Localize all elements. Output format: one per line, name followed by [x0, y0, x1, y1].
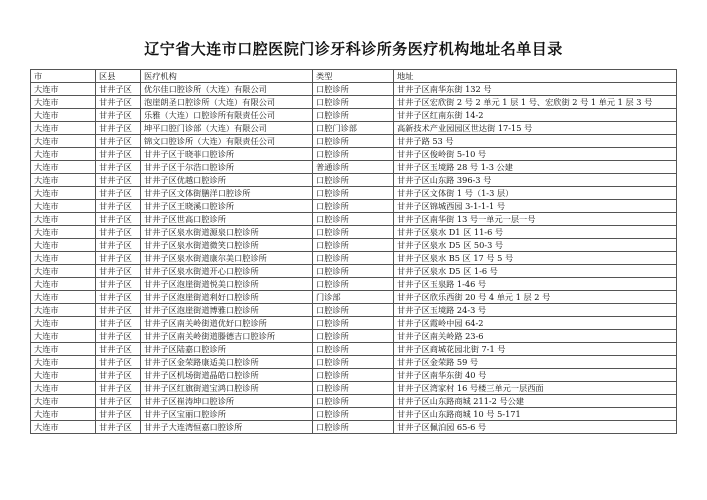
- clinic-directory-table: [30, 69, 677, 434]
- cell-city: 大连市: [31, 239, 96, 252]
- table-row: [31, 330, 677, 343]
- cell-address: 甘井子区南关岭路 23-6: [394, 330, 677, 343]
- cell-address: 甘井子路 53 号: [394, 135, 677, 148]
- table-row: [31, 174, 677, 187]
- table-row: [31, 317, 677, 330]
- cell-institution: 甘井子区红旗街道宝鸿口腔诊所: [141, 382, 313, 395]
- cell-address: 甘井子区霞岭中园 64-2: [394, 317, 677, 330]
- table-row: [31, 408, 677, 421]
- cell-type: 口腔诊所: [313, 278, 394, 291]
- cell-type: 口腔诊所: [313, 226, 394, 239]
- cell-type: 普通诊所: [313, 161, 394, 174]
- cell-city: 大连市: [31, 265, 96, 278]
- table-row: [31, 109, 677, 122]
- cell-type: 口腔诊所: [313, 213, 394, 226]
- cell-district: 甘井子区: [96, 148, 141, 161]
- cell-institution: 甘井子区于尔浩口腔诊所: [141, 161, 313, 174]
- cell-type: 口腔诊所: [313, 343, 394, 356]
- cell-address: 甘井子区泉水 D5 区 1-6 号: [394, 265, 677, 278]
- cell-address: 甘井子区宏欣街 2 号 2 单元 1 层 1 号、宏欣街 2 号 1 单元 1 层 3 号: [394, 96, 677, 109]
- cell-address: 甘井子区南华东街 40 号: [394, 369, 677, 382]
- cell-institution: 泡崖朗圣口腔诊所（大连）有限公司: [141, 96, 313, 109]
- cell-address: 高新技术产业园园区世达街 17-15 号: [394, 122, 677, 135]
- cell-institution: 坤平口腔门诊部（大连）有限公司: [141, 122, 313, 135]
- cell-type: 口腔诊所: [313, 369, 394, 382]
- cell-institution: 乐雅（大连）口腔诊所有限责任公司: [141, 109, 313, 122]
- header-type: 类型: [313, 70, 394, 83]
- cell-institution: 甘井子区机场街道晶皓口腔诊所: [141, 369, 313, 382]
- cell-district: 甘井子区: [96, 278, 141, 291]
- cell-address: 甘井子区山东路商城 211-2 号公建: [394, 395, 677, 408]
- cell-address: 甘井子区泉水 B5 区 17 号 5 号: [394, 252, 677, 265]
- cell-district: 甘井子区: [96, 395, 141, 408]
- cell-type: 口腔诊所: [313, 356, 394, 369]
- table-row: [31, 278, 677, 291]
- cell-district: 甘井子区: [96, 408, 141, 421]
- table-header-row: [31, 70, 677, 83]
- cell-institution: 甘井子大连湾恒嘉口腔诊所: [141, 421, 313, 434]
- cell-type: 口腔诊所: [313, 187, 394, 200]
- cell-district: 甘井子区: [96, 252, 141, 265]
- cell-address: 甘井子区山东路 396-3 号: [394, 174, 677, 187]
- header-city: 市: [31, 70, 96, 83]
- table-row: [31, 291, 677, 304]
- cell-district: 甘井子区: [96, 174, 141, 187]
- cell-district: 甘井子区: [96, 161, 141, 174]
- cell-address: 甘井子区俊岭街 5-10 号: [394, 148, 677, 161]
- cell-type: 口腔诊所: [313, 265, 394, 278]
- cell-type: 口腔诊所: [313, 317, 394, 330]
- cell-city: 大连市: [31, 122, 96, 135]
- cell-city: 大连市: [31, 304, 96, 317]
- table-row: [31, 252, 677, 265]
- cell-district: 甘井子区: [96, 330, 141, 343]
- cell-city: 大连市: [31, 382, 96, 395]
- cell-institution: 甘井子区泉水街道微笑口腔诊所: [141, 239, 313, 252]
- cell-address: 甘井子区红南东街 14-2: [394, 109, 677, 122]
- cell-city: 大连市: [31, 174, 96, 187]
- table-row: [31, 395, 677, 408]
- header-district: 区县: [96, 70, 141, 83]
- cell-address: 甘井子区泉水 D5 区 50-3 号: [394, 239, 677, 252]
- cell-institution: 甘井子区文体街膳洋口腔诊所: [141, 187, 313, 200]
- cell-address: 甘井子区南华街 13 号一单元一层一号: [394, 213, 677, 226]
- cell-type: 口腔诊所: [313, 200, 394, 213]
- table-row: [31, 135, 677, 148]
- cell-district: 甘井子区: [96, 200, 141, 213]
- table-row: [31, 369, 677, 382]
- cell-city: 大连市: [31, 395, 96, 408]
- cell-district: 甘井子区: [96, 122, 141, 135]
- cell-type: 口腔诊所: [313, 421, 394, 434]
- cell-address: 甘井子区欣乐西街 20 号 4 单元 1 层 2 号: [394, 291, 677, 304]
- cell-city: 大连市: [31, 330, 96, 343]
- cell-institution: 甘井子区泡崖街道悦美口腔诊所: [141, 278, 313, 291]
- cell-institution: 甘井子区崔涛坤口腔诊所: [141, 395, 313, 408]
- document-title: 辽宁省大连市口腔医院门诊牙科诊所务医疗机构地址名单目录: [144, 40, 563, 58]
- cell-institution: 甘井子区金荣路康适美口腔诊所: [141, 356, 313, 369]
- cell-district: 甘井子区: [96, 343, 141, 356]
- cell-institution: 优尔佳口腔诊所（大连）有限公司: [141, 83, 313, 96]
- cell-city: 大连市: [31, 408, 96, 421]
- cell-institution: 甘井子区南关岭街道滕德吉口腔诊所: [141, 330, 313, 343]
- cell-city: 大连市: [31, 356, 96, 369]
- table-row: [31, 421, 677, 434]
- cell-type: 口腔诊所: [313, 109, 394, 122]
- cell-address: 甘井子区佩泊园 65-6 号: [394, 421, 677, 434]
- cell-type: 口腔诊所: [313, 382, 394, 395]
- table-row: [31, 226, 677, 239]
- table-row: [31, 83, 677, 96]
- cell-district: 甘井子区: [96, 291, 141, 304]
- cell-city: 大连市: [31, 200, 96, 213]
- table-row: [31, 213, 677, 226]
- table-row: [31, 265, 677, 278]
- cell-district: 甘井子区: [96, 213, 141, 226]
- cell-institution: 甘井子区泉水街道源泉口腔诊所: [141, 226, 313, 239]
- cell-city: 大连市: [31, 252, 96, 265]
- cell-address: 甘井子区玉泉路 1-46 号: [394, 278, 677, 291]
- cell-type: 口腔诊所: [313, 408, 394, 421]
- table-row: [31, 239, 677, 252]
- header-institution: 医疗机构: [141, 70, 313, 83]
- cell-city: 大连市: [31, 135, 96, 148]
- table-row: [31, 200, 677, 213]
- cell-type: 口腔门诊部: [313, 122, 394, 135]
- table-row: [31, 161, 677, 174]
- table-row: [31, 382, 677, 395]
- cell-city: 大连市: [31, 148, 96, 161]
- cell-address: 甘井子区玉境路 28 号 1-3 公建: [394, 161, 677, 174]
- cell-institution: 甘井子区世高口腔诊所: [141, 213, 313, 226]
- cell-city: 大连市: [31, 83, 96, 96]
- cell-address: 甘井子区文体街 1 号（1-3 层）: [394, 187, 677, 200]
- cell-address: 甘井子区山东路商城 10 号 5-171: [394, 408, 677, 421]
- cell-address: 甘井子区泉水 D1 区 11-6 号: [394, 226, 677, 239]
- cell-institution: 甘井子区陆嘉口腔诊所: [141, 343, 313, 356]
- cell-address: 甘井子区锦城西园 3-1-1-1 号: [394, 200, 677, 213]
- table-row: [31, 122, 677, 135]
- cell-district: 甘井子区: [96, 369, 141, 382]
- cell-district: 甘井子区: [96, 239, 141, 252]
- cell-city: 大连市: [31, 213, 96, 226]
- cell-address: 甘井子区南华东街 132 号: [394, 83, 677, 96]
- cell-city: 大连市: [31, 187, 96, 200]
- table-row: [31, 187, 677, 200]
- cell-address: 甘井子区金荣路 59 号: [394, 356, 677, 369]
- cell-institution: 甘井子区王晓溪口腔诊所: [141, 200, 313, 213]
- cell-institution: 锦文口腔诊所（大连）有限责任公司: [141, 135, 313, 148]
- table-row: [31, 356, 677, 369]
- cell-type: 口腔诊所: [313, 135, 394, 148]
- cell-district: 甘井子区: [96, 265, 141, 278]
- cell-city: 大连市: [31, 291, 96, 304]
- cell-district: 甘井子区: [96, 135, 141, 148]
- cell-city: 大连市: [31, 278, 96, 291]
- cell-city: 大连市: [31, 109, 96, 122]
- cell-city: 大连市: [31, 421, 96, 434]
- cell-district: 甘井子区: [96, 304, 141, 317]
- cell-city: 大连市: [31, 343, 96, 356]
- cell-type: 口腔诊所: [313, 96, 394, 109]
- cell-type: 口腔诊所: [313, 252, 394, 265]
- cell-institution: 甘井子区南关岭街道优好口腔诊所: [141, 317, 313, 330]
- cell-type: 口腔诊所: [313, 304, 394, 317]
- cell-district: 甘井子区: [96, 382, 141, 395]
- cell-institution: 甘井子区泡崖街道利好口腔诊所: [141, 291, 313, 304]
- header-address: 地址: [394, 70, 677, 83]
- table-row: [31, 96, 677, 109]
- cell-district: 甘井子区: [96, 356, 141, 369]
- cell-type: 口腔诊所: [313, 395, 394, 408]
- cell-city: 大连市: [31, 96, 96, 109]
- cell-type: 门诊部: [313, 291, 394, 304]
- cell-district: 甘井子区: [96, 317, 141, 330]
- table-row: [31, 304, 677, 317]
- table-body: [31, 83, 677, 434]
- cell-district: 甘井子区: [96, 421, 141, 434]
- cell-address: 甘井子区商城花园北街 7-1 号: [394, 343, 677, 356]
- cell-type: 口腔诊所: [313, 239, 394, 252]
- cell-district: 甘井子区: [96, 187, 141, 200]
- cell-city: 大连市: [31, 161, 96, 174]
- cell-type: 口腔诊所: [313, 148, 394, 161]
- table-row: [31, 343, 677, 356]
- cell-institution: 甘井子区泉水街道康尔美口腔诊所: [141, 252, 313, 265]
- cell-institution: 甘井子区泡崖街道博雅口腔诊所: [141, 304, 313, 317]
- cell-address: 甘井子区湾家村 16 号楼三单元一层西面: [394, 382, 677, 395]
- cell-district: 甘井子区: [96, 109, 141, 122]
- cell-city: 大连市: [31, 226, 96, 239]
- cell-type: 口腔诊所: [313, 330, 394, 343]
- cell-institution: 甘井子区优越口腔诊所: [141, 174, 313, 187]
- cell-city: 大连市: [31, 317, 96, 330]
- cell-institution: 甘井子区宝丽口腔诊所: [141, 408, 313, 421]
- cell-city: 大连市: [31, 369, 96, 382]
- cell-type: 口腔诊所: [313, 83, 394, 96]
- table-row: [31, 148, 677, 161]
- cell-institution: 甘井子区于晓菲口腔诊所: [141, 148, 313, 161]
- cell-district: 甘井子区: [96, 226, 141, 239]
- cell-address: 甘井子区玉境路 24-3 号: [394, 304, 677, 317]
- cell-district: 甘井子区: [96, 83, 141, 96]
- cell-institution: 甘井子区泉水街道开心口腔诊所: [141, 265, 313, 278]
- cell-district: 甘井子区: [96, 96, 141, 109]
- cell-type: 口腔诊所: [313, 174, 394, 187]
